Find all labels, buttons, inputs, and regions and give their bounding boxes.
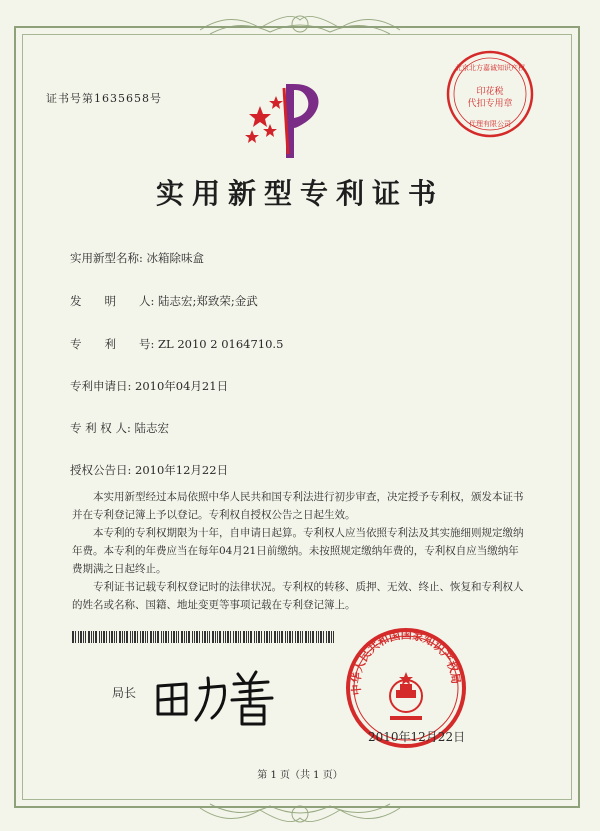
svg-text:北京北方嘉诚知识产权: 北京北方嘉诚知识产权 [455,64,525,72]
inventor-label: 发 明 人: [70,294,155,308]
grant-date-value: 2010年12月22日 [135,463,229,477]
inventor-value: 陆志宏;郑致荣;金武 [158,294,258,308]
inventor-row [70,293,258,309]
patent-number-label: 专 利 号: [70,337,155,351]
svg-text:代理有限公司: 代理有限公司 [469,120,511,128]
svg-text:中华人民共和国国家知识产权局: 中华人民共和国国家知识产权局 [349,628,463,696]
filing-date-row [70,378,228,394]
seal-date: 2010年12月22日 [368,730,466,744]
utility-model-name-row [70,250,204,266]
filing-date-value: 2010年04月21日 [135,379,229,393]
certificate-body-text [72,488,528,614]
svg-text:印花税: 印花税 [476,87,504,97]
sipo-logo-icon [240,78,330,163]
document-title: 实用新型专利证书 [155,177,444,210]
certificate-number: 证书号第1635658号 [46,92,162,105]
body-paragraph-1: 本实用新型经过本局依照中华人民共和国专利法进行初步审查，决定授予专利权，颁发本证书并在专利登记簿上予以登记。专利权自授权公告之日起生效。 [72,491,524,521]
utility-model-name-value: 冰箱除味盒 [146,251,205,265]
filing-date-label: 专利申请日: [70,379,132,393]
patent-number-value: ZL 2010 2 0164710.5 [158,337,284,351]
svg-text:代扣专用章: 代扣专用章 [467,99,513,109]
patentee-row [70,420,169,436]
barcode [72,631,336,643]
patentee-value: 陆志宏 [134,421,169,435]
director-label: 局长 [112,686,137,700]
grant-date-label: 授权公告日: [70,463,132,477]
grant-date-row [70,462,228,478]
utility-model-name-label: 实用新型名称: [70,251,143,265]
patentee-label: 专 利 权 人: [70,421,131,435]
body-paragraph-3: 专利证书记载专利权登记时的法律状况。专利权的转移、质押、无效、终止、恢复和专利权人的姓名或名称、国籍、地址变更等事项记载在专利登记簿上。 [72,581,524,611]
tax-stamp-seal [444,48,536,140]
body-paragraph-2: 本专利的专利权期限为十年，自申请日起算。专利权人应当依照专利法及其实施细则规定缴纳年费。本专利的年费应当在每年04月21日前缴纳。未按照规定缴纳年费的，专利权自应当缴纳年费期满之日起终止。 [72,527,524,575]
patent-number-row [70,336,283,352]
director-signature [150,664,280,728]
page-number: 第 1 页（共 1 页） [257,770,343,781]
